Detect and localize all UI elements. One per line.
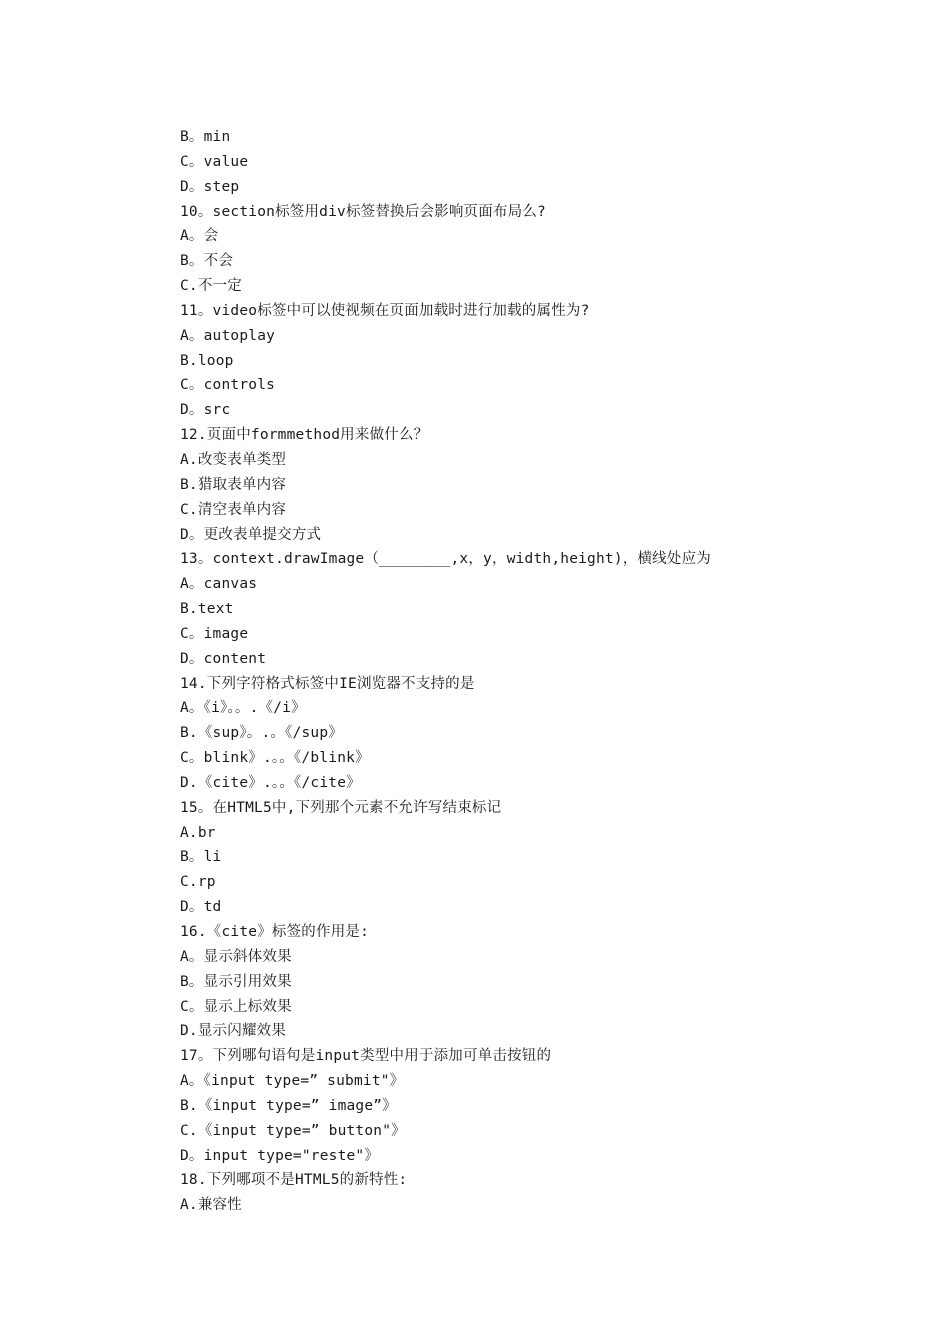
option-18a: A.兼容性 (180, 1197, 242, 1214)
option-13b: B.text (180, 601, 234, 618)
option-15a: A.br (180, 824, 216, 841)
option-13c: C。image (180, 625, 249, 642)
option-9c: C。value (180, 153, 249, 170)
question-15: 15。在HTML5中,下列那个元素不允许写结束标记 (180, 799, 502, 816)
option-12a: A.改变表单类型 (180, 451, 287, 468)
option-14b: B.《sup》。.。《/sup》 (180, 725, 343, 742)
question-14: 14.下列字符格式标签中IE浏览器不支持的是 (180, 675, 475, 692)
question-17: 17。下列哪句语句是input类型中用于添加可单击按钮的 (180, 1048, 552, 1065)
question-13: 13。context.drawImage（________,x，y，width,height)，横线处应为 (180, 551, 711, 568)
option-10b: B。不会 (180, 253, 234, 270)
option-17d: D。input type="reste"》 (180, 1147, 380, 1164)
question-18: 18.下列哪项不是HTML5的新特性: (180, 1172, 408, 1189)
option-16a: A。显示斜体效果 (180, 948, 292, 965)
option-11b: B.loop (180, 352, 234, 369)
option-15d: D。td (180, 899, 222, 916)
question-11: 11。video标签中可以使视频在页面加载时进行加载的属性为? (180, 302, 590, 319)
option-9b: B。min (180, 129, 231, 145)
option-10c: C.不一定 (180, 278, 242, 295)
question-16: 16.《cite》标签的作用是: (180, 924, 370, 940)
option-11a: A。autoplay (180, 327, 276, 344)
option-16c: C。显示上标效果 (180, 998, 292, 1015)
option-12c: C.清空表单内容 (180, 501, 287, 518)
option-10a: A。会 (180, 228, 219, 245)
option-17a: A。《input type=” submit"》 (180, 1073, 405, 1090)
option-11d: D。src (180, 402, 231, 419)
option-13d: D。content (180, 650, 267, 667)
option-16d: D.显示闪耀效果 (180, 1023, 287, 1040)
option-17c: C.《input type=” button"》 (180, 1122, 406, 1139)
option-14a: A。《i》。。.《/i》 (180, 700, 306, 717)
option-14d: D.《cite》.。。《/cite》 (180, 774, 361, 791)
option-9d: D。step (180, 178, 240, 195)
option-13a: A。canvas (180, 576, 258, 593)
option-14c: C。blink》.。。《/blink》 (180, 750, 370, 767)
option-16b: B。显示引用效果 (180, 973, 292, 990)
option-17b: B.《input type=” image”》 (180, 1097, 397, 1114)
option-12b: B.猎取表单内容 (180, 476, 287, 493)
option-11c: C。controls (180, 377, 276, 394)
option-15b: B。li (180, 849, 222, 866)
question-12: 12.页面中formmethod用来做什么？ (180, 427, 429, 444)
option-12d: D。更改表单提交方式 (180, 526, 322, 543)
document-page (180, 125, 900, 1218)
question-10: 10。section标签用div标签替换后会影响页面布局么? (180, 203, 546, 220)
option-15c: C.rp (180, 874, 216, 891)
